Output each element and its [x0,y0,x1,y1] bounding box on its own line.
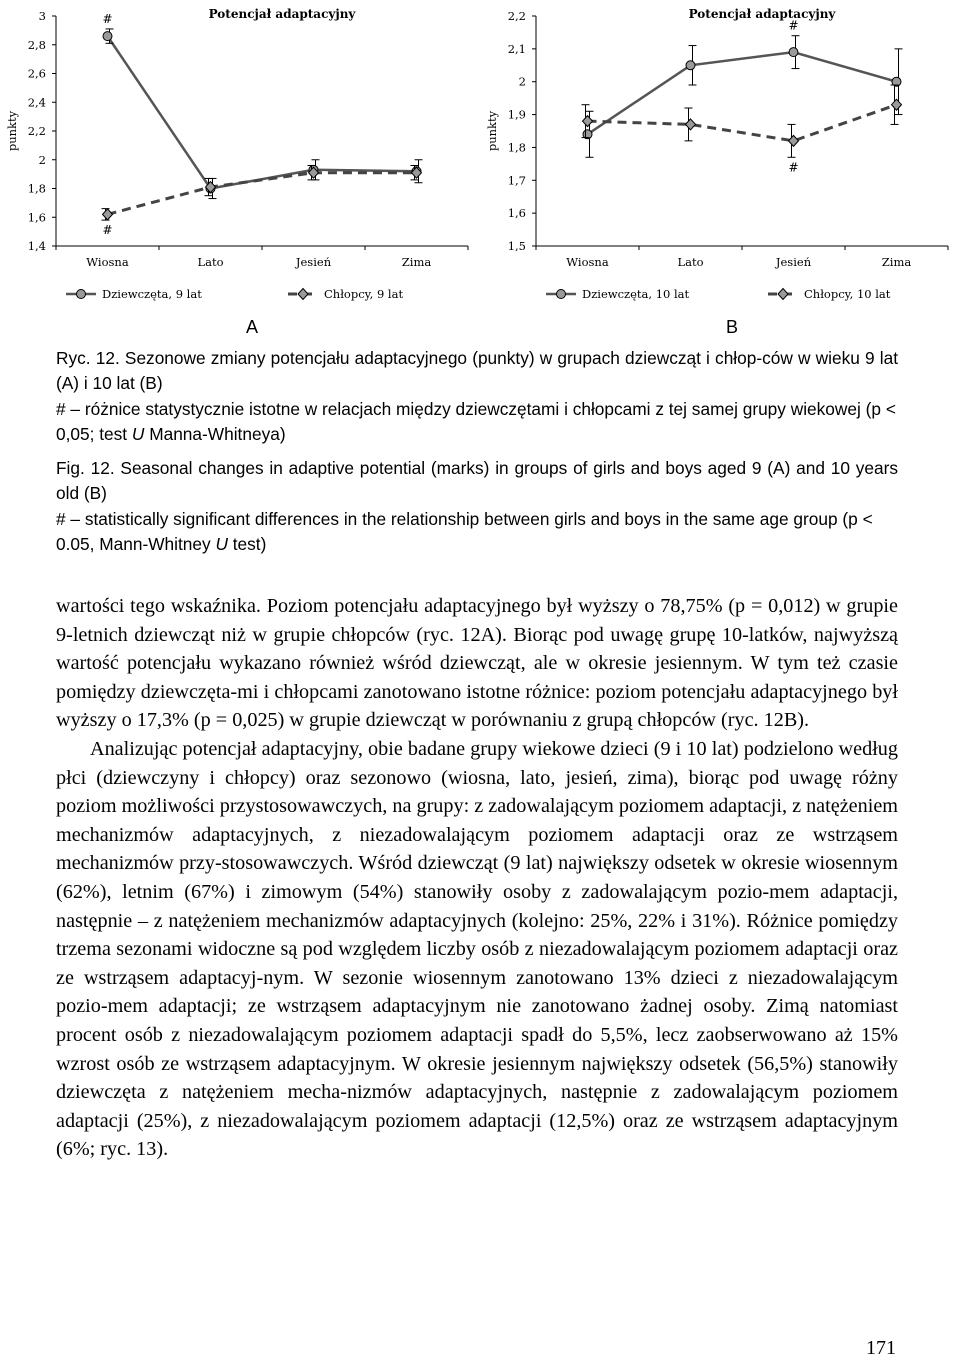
chart-a-legend-marker [298,289,308,300]
chart-a [0,0,480,340]
chart-a-x-tick-label: Zima [401,255,432,269]
caption-text-pl: Sezonowe zmiany potencjału adaptacyjnego (punkty) w grupach dziewcząt i chłop-ców w wieku 9 lat (A) i 10 lat (B) [56,348,898,394]
caption-note-en: # – statistically significant differences in the relationship between girls and boys in the same age group (p < 0.05, Mann-Whitney [56,508,873,554]
figure-caption-english [56,456,898,557]
page-number: 171 [866,1337,896,1359]
chart-b-y-tick-label: 1,9 [507,107,526,122]
chart-a-x-tick-label: Jesień [295,255,332,269]
chart-b-title: Potencjał adaptacyjny [688,7,836,21]
chart-b-x-tick-label: Wiosna [566,255,609,269]
chart-b-series-1-line [588,105,897,141]
chart-b-y-tick-label: 2 [518,74,526,89]
chart-a-legend-label: Chłopcy, 9 lat [324,287,404,301]
chart-a-y-tick-label: 2 [38,152,46,167]
caption-note-pl: # – różnice statystycznie istotne w relacjach między dziewczętami i chłopcami z tej samej grupy wiekowej (p < 0,05; test [56,398,896,444]
chart-a-y-tick-label: 2,6 [27,66,46,81]
figure-caption-polish [56,346,898,447]
chart-a-y-tick-label: 1,8 [27,181,46,196]
chart-b-x-tick-label: Jesień [775,255,812,269]
chart-a-y-axis-label: punkty [5,110,19,152]
chart-a-y-tick-label: 2,4 [27,95,46,110]
chart-b-y-tick-label: 1,8 [507,140,526,155]
chart-a-y-tick-label: 1,4 [27,239,46,253]
body-paragraph-2: Analizując potencjał adaptacyjny, obie badane grupy wiekowe dzieci (9 i 10 lat) podzielono według płci (dziewczyny i chłopcy) oraz sezonowo (wiosna, lato, jesień, zima), biorąc pod uwagę różny poziom możliwości przystosowawczych, na grupy: z zadowalającym poziomem adaptacji, z natężeniem mechanizmów adaptacyjnych, z niezadowalającym poziomem adaptacji oraz ze wstrząsem mechanizmów przy-stosowawczych. Wśród dziewcząt (9 lat) największy odsetek w okresie wiosennym (62%), letnim (67%) i zimowym (54%) stanowiły osoby z zadowalającym pozio-mem adaptacji, następnie – z natężeniem mechanizmów adaptacyjnych (kolejno: 25%, 22% i 31%). Różnice pomiędzy trzema sezonami widoczne są pod względem liczby osób z niezadowalającym poziomem adaptacji oraz ze wstrząsem adaptacyj-nym. W sezonie wiosennym zanotowano 13% dzieci z niezadowalającym pozio-mem adaptacji; ze wstrząsem adaptacyjnym nie zanotowano żadnej osoby. Zimą natomiast procent osób z niezadowalającym poziomem adaptacji spadł do 5,5%, lecz zaobserwowano aż 15% wzrost osób ze wstrząsem adaptacyjnym. W okresie jesiennym największy odsetek (56,5%) stanowiły dziewczęta z natężeniem mecha-nizmów adaptacyjnych, następnie z zadowalającym poziomem adaptacji (25%), z niezadowalającym poziomem adaptacji (12,5%) oraz ze wstrząsem adaptacyjnym (6%; ryc. 13). [56,737,898,1161]
chart-b [480,0,960,340]
chart-b-x-tick-label: Lato [677,255,704,269]
chart-b-x-tick-label: Zima [881,255,912,269]
body-text [56,592,898,1164]
chart-b-y-axis-label: punkty [485,110,499,152]
chart-b-point-boys [686,119,696,130]
caption-note-en-end: test) [227,533,267,554]
chart-b-point-girls [686,61,695,70]
chart-b-legend-marker [778,289,788,300]
chart-a-x-tick-label: Lato [197,255,224,269]
chart-a-series-1-line [108,173,417,215]
chart-a-y-tick-label: 3 [38,9,46,23]
chart-b-point-boys [789,135,799,146]
chart-a-x-tick-label: Wiosna [86,255,129,269]
chart-b-point-boys [892,99,902,110]
chart-a-series-0-line [108,36,417,188]
caption-label-en: Fig. 12. [56,458,115,478]
chart-a-y-tick-label: 1,6 [27,210,46,225]
chart-b-panel-label: B [725,317,739,337]
caption-note-pl-end: Manna-Whitneya) [144,423,286,444]
chart-a-significance-mark: # [102,223,113,238]
caption-note-en-italic: U [215,533,228,554]
chart-b-legend-label: Chłopcy, 10 lat [804,287,891,301]
chart-a-y-tick-label: 2,2 [27,124,46,138]
chart-b-y-tick-label: 2,1 [507,41,526,56]
chart-a-y-tick-label: 2,8 [27,37,46,52]
chart-b-legend-label: Dziewczęta, 10 lat [582,287,690,301]
chart-a-legend-marker [77,290,86,299]
caption-note-pl-italic: U [131,423,145,444]
chart-a-point-girls [103,32,112,41]
chart-b-point-girls [789,48,798,57]
chart-a-svg [0,0,480,340]
chart-b-y-tick-label: 2,2 [507,9,526,23]
chart-a-point-boys [103,209,113,220]
chart-b-legend-marker [557,290,566,299]
chart-b-y-tick-label: 1,5 [507,239,526,253]
chart-b-significance-mark: # [788,160,799,175]
chart-b-y-tick-label: 1,6 [507,206,526,221]
chart-b-y-tick-label: 1,7 [507,173,526,188]
chart-a-panel-label: A [245,317,259,337]
body-paragraph-1: wartości tego wskaźnika. Poziom potencjału adaptacyjnego był wyższy o 78,75% (p = 0,012) w grupie 9-letnich dziewcząt niż w grupie chłopców (ryc. 12A). Biorąc pod uwagę grupę 10-latków, najwyższą wartość potencjału wykazano również wśród dziewcząt, ale w okresie jesiennym. W tym też czasie pomiędzy dziewczęta-mi i chłopcami zanotowano istotne różnice: poziom potencjału adaptacyjnego był wyższy o 17,3% (p = 0,025) w grupie dziewcząt w porównaniu z grupą chłopców (ryc. 12B). [56,595,898,732]
chart-b-significance-mark: # [788,18,799,33]
chart-a-title: Potencjał adaptacyjny [208,7,356,21]
caption-text-en: Seasonal changes in adaptive potential (marks) in groups of girls and boys aged 9 (A) and 10 years old (B) [56,458,898,504]
chart-a-legend-label: Dziewczęta, 9 lat [102,287,202,301]
chart-b-point-boys [583,116,593,127]
chart-a-significance-mark: # [102,11,113,26]
chart-b-svg [480,0,960,340]
caption-label-pl: Ryc. 12. [56,348,120,368]
